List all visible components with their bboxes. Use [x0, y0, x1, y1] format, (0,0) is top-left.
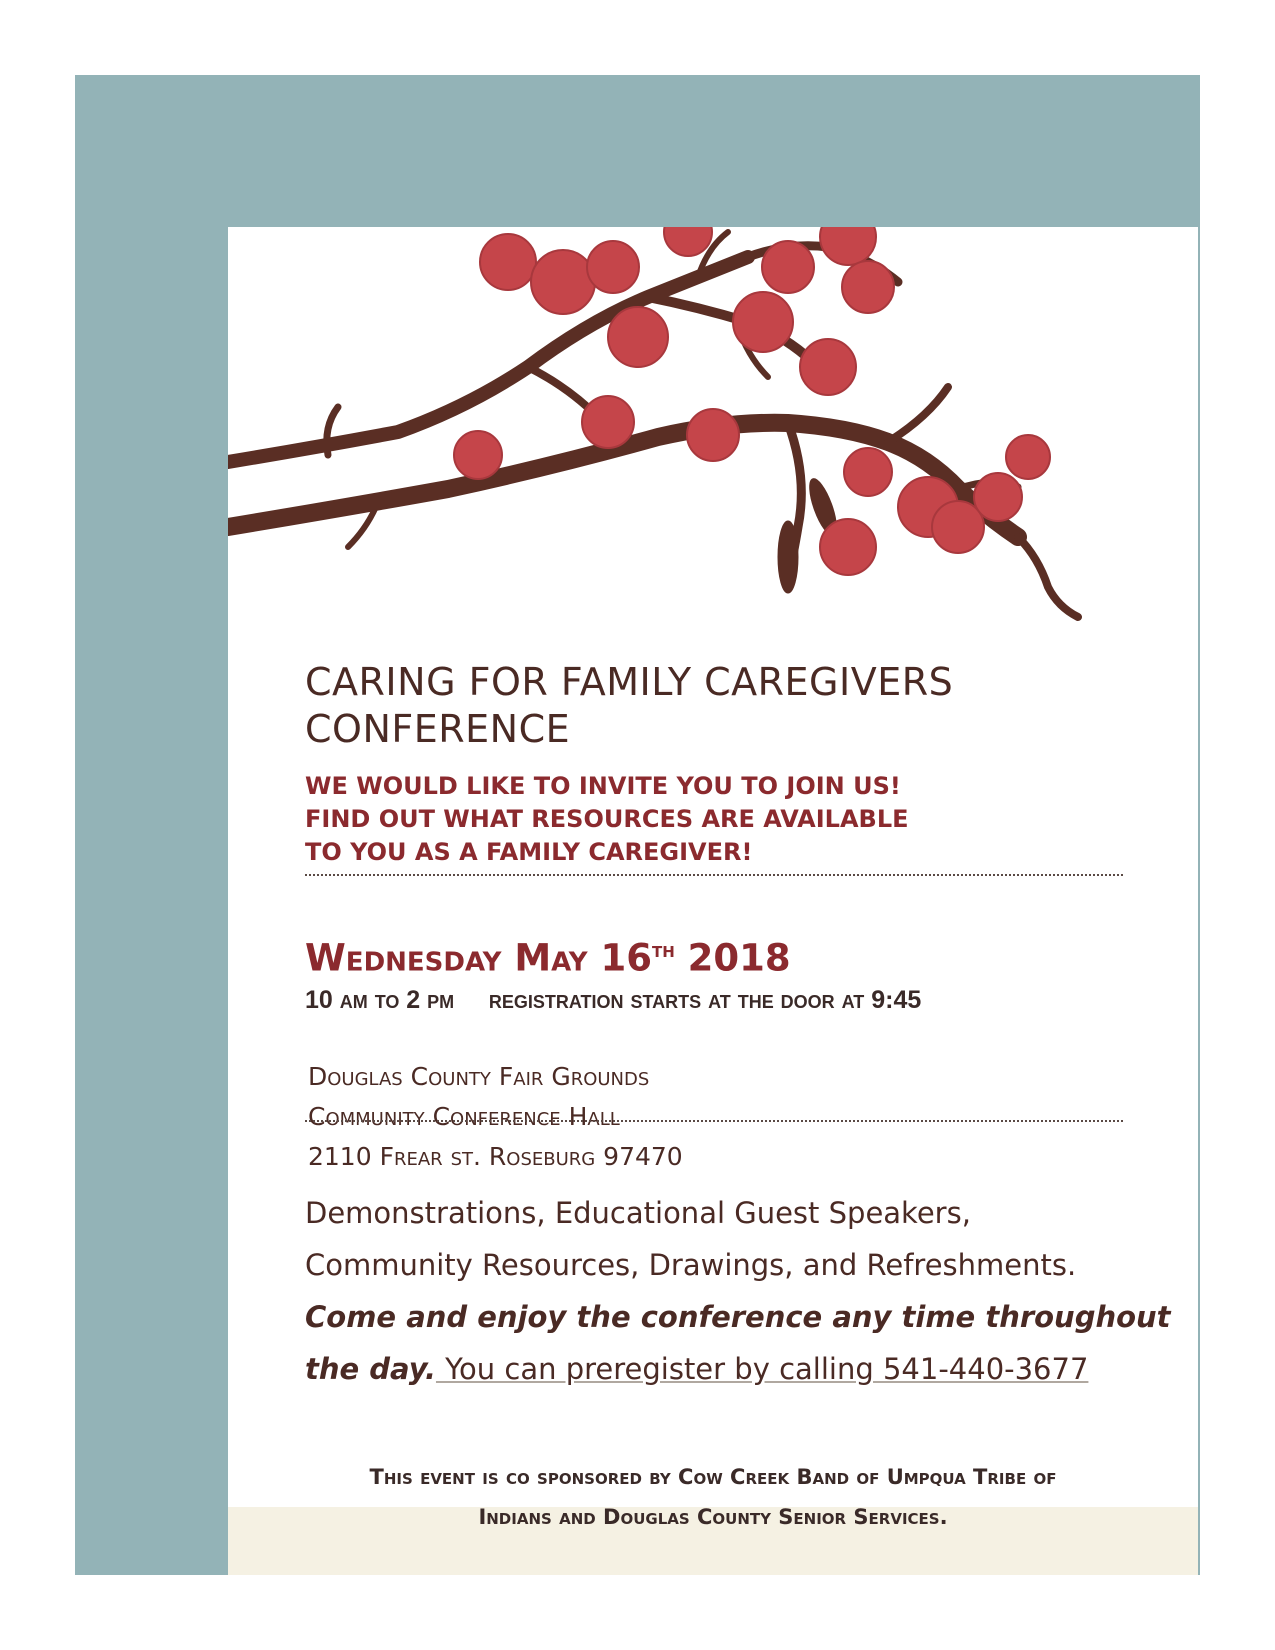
dotted-divider	[305, 874, 1123, 876]
event-date	[305, 929, 791, 980]
preregister-phone: You can preregister by calling 541-440-3677	[435, 1352, 1089, 1386]
date-suffix: th	[651, 938, 675, 963]
venue-line: Douglas County Fair Grounds	[308, 1062, 650, 1091]
venue-line: Community Conference Hall	[308, 1102, 620, 1131]
invite-line: TO YOU AS A FAMILY CAREGIVER!	[305, 838, 753, 866]
sponsor-line: This event is co sponsored by Cow Creek Band of Umpqua Tribe of	[369, 1465, 1057, 1489]
details-line: Community Resources, Drawings, and Refreshments.	[305, 1248, 1077, 1282]
date-main: Wednesday May 16	[305, 936, 652, 980]
sponsor-text	[228, 1457, 1198, 1537]
teal-border-frame	[75, 75, 1200, 1575]
flyer-card	[228, 227, 1198, 1575]
title-line: CARING FOR FAMILY CAREGIVERS	[305, 660, 954, 704]
invite-line: FIND OUT WHAT RESOURCES ARE AVAILABLE	[305, 805, 909, 833]
conference-title	[305, 659, 1165, 753]
event-details	[305, 1187, 1185, 1395]
invite-line: WE WOULD LIKE TO INVITE YOU TO JOIN US!	[305, 772, 901, 800]
dotted-divider	[305, 1120, 1123, 1122]
title-line: CONFERENCE	[305, 707, 571, 751]
invitation-text	[305, 770, 1165, 869]
details-paragraph	[305, 1291, 1185, 1395]
sponsor-line: Indians and Douglas County Senior Services.	[478, 1505, 948, 1529]
details-line: Demonstrations, Educational Guest Speakers,	[305, 1196, 971, 1230]
event-time: 10 am to 2 pm registration starts at the door at 9:45	[305, 986, 922, 1014]
cherry-blossom-branch-illustration	[228, 227, 1198, 647]
details-emphasis: Come and enjoy the conference any time throughout the day.	[305, 1300, 1171, 1386]
venue-address	[308, 1057, 683, 1177]
date-year: 2018	[674, 936, 791, 980]
venue-line: 2110 Frear st. Roseburg 97470	[308, 1142, 683, 1171]
